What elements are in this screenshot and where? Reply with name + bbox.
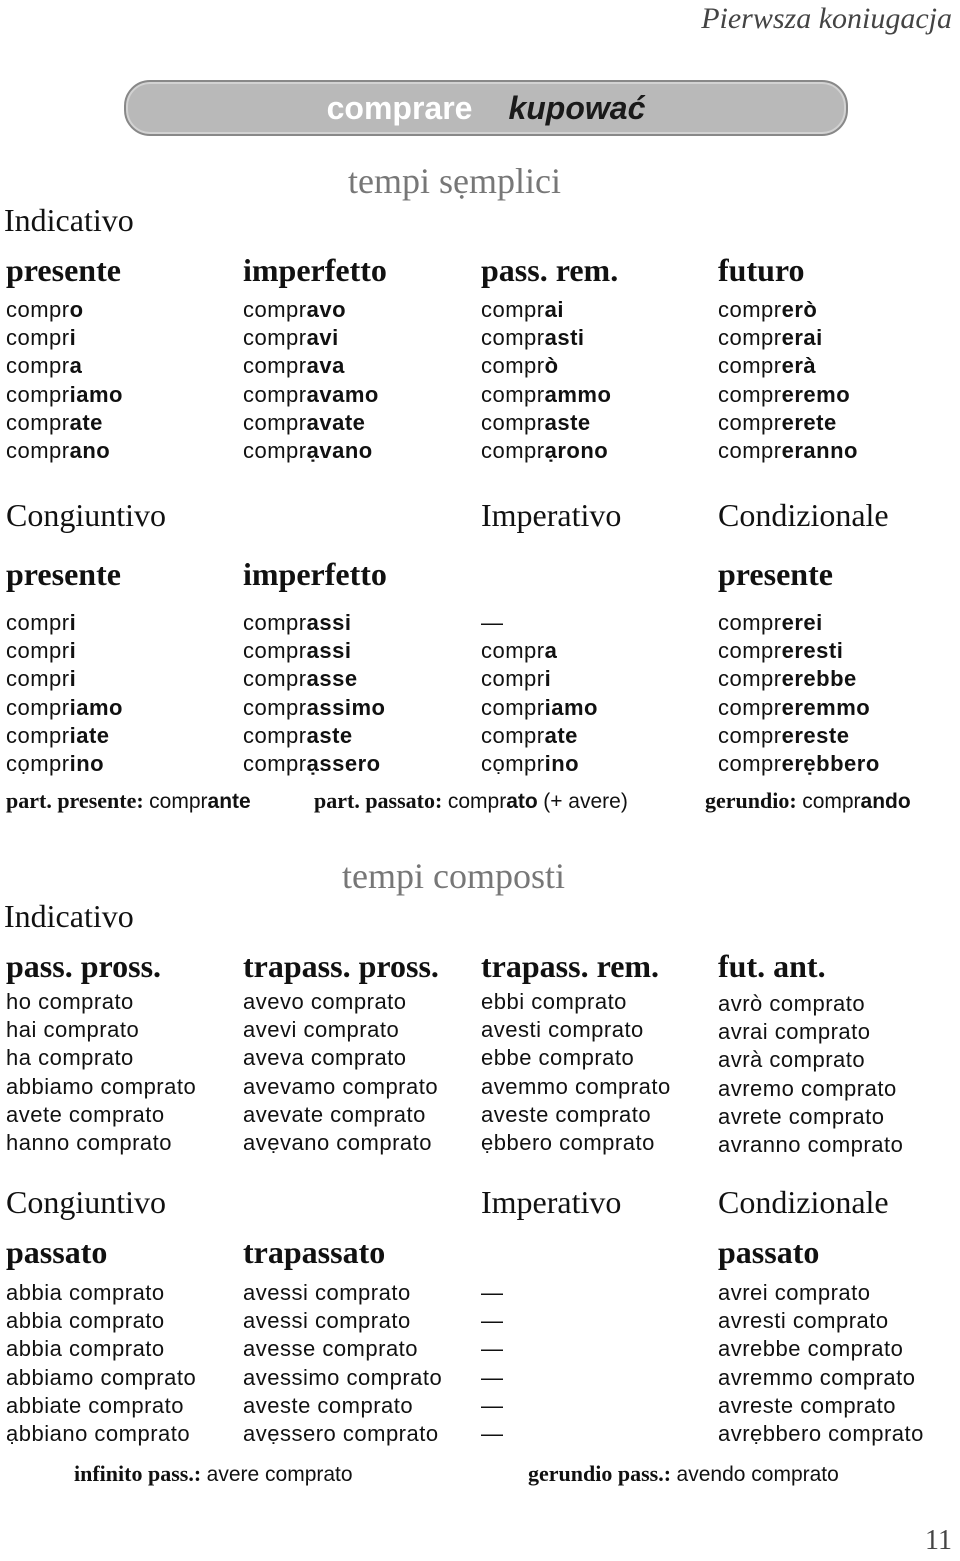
conjugation-form: avreste comprato: [718, 1392, 896, 1418]
conjugation-form: [481, 352, 611, 380]
gerundio-pass-value: avendo comprato: [676, 1463, 839, 1486]
conjugation-form: [481, 437, 611, 465]
verb-ending: iamo: [69, 381, 123, 407]
conjugation-form: avrẹbbero comprato: [718, 1420, 924, 1446]
tense-futuro-label: futuro: [718, 252, 805, 288]
mood-imperativo-compound: Imperativo: [481, 1184, 622, 1220]
conjugation-form: avresti comprato: [718, 1308, 889, 1334]
forms-cong-passato: [6, 1279, 196, 1448]
conjugation-form: [243, 609, 385, 637]
verb-ending: asse: [306, 666, 358, 692]
conjugation-form: avesti comprato: [481, 1017, 644, 1043]
verb-ending: eranno: [781, 437, 858, 463]
conjugation-form: aveste comprato: [243, 1392, 414, 1418]
tense-trapass-pross-label: trapass. pross.: [243, 948, 439, 984]
conjugation-form: [6, 722, 123, 750]
conjugation-form: [6, 637, 123, 665]
conjugation-form: [243, 694, 385, 722]
verb-stem: compr: [243, 750, 307, 776]
verb-stem: compr: [481, 409, 545, 435]
conjugation-form: [243, 324, 379, 352]
conjugation-form: avremmo comprato: [718, 1364, 916, 1390]
conjugation-form: [243, 750, 385, 778]
conjugation-form: avessi comprato: [243, 1280, 411, 1305]
conjugation-form: avrebbe comprato: [718, 1336, 904, 1362]
verb-ending: ò: [544, 353, 559, 379]
forms-ind-presente: [6, 296, 123, 465]
conjugation-form: avesse comprato: [243, 1336, 419, 1362]
verb-stem: compr: [243, 694, 307, 720]
forms-ind-imperfetto: [243, 296, 379, 465]
verb-stem: compr: [6, 409, 70, 435]
mood-congiuntivo-compound: Congiuntivo: [6, 1184, 167, 1220]
verb-stem: compr: [481, 353, 545, 379]
forms-ind-futuro: [718, 296, 858, 465]
conjugation-form: [6, 609, 123, 637]
conjugation-form: abbia comprato: [6, 1280, 165, 1305]
conjugation-form: —: [481, 1280, 504, 1305]
verb-stem: compr: [718, 750, 782, 776]
tense-imperfetto-label: imperfetto: [243, 252, 387, 288]
verb-stem: compr: [6, 610, 70, 635]
verb-ending: o: [69, 297, 84, 322]
conjugation-form: aveste comprato: [481, 1101, 652, 1127]
verb-ending: assimo: [306, 694, 386, 720]
verb-stem: compr: [149, 790, 208, 813]
conjugation-form: ạbbiano comprato: [6, 1420, 191, 1446]
conjugation-form: [718, 381, 858, 409]
verb-stem: compr: [481, 437, 545, 463]
verb-ending: assi: [306, 610, 352, 635]
conjugation-form: [6, 665, 123, 693]
verb-ending: erà: [781, 353, 817, 379]
conjugation-form: [481, 324, 611, 352]
conjugation-form: abbia comprato: [6, 1308, 165, 1334]
conjugation-form: avessimo comprato: [243, 1364, 443, 1390]
forms-ind-pass-rem: [481, 296, 611, 465]
forms-cong-presente: [6, 609, 123, 778]
conjugation-form: abbiamo comprato: [6, 1364, 197, 1390]
verb-ending: ino: [544, 750, 580, 776]
tense-cong-trapassato-label: trapassato: [243, 1234, 386, 1270]
verb-ending: ate: [69, 409, 103, 435]
verb-stem: compr: [481, 325, 545, 351]
verb-stem: cọmpr: [6, 750, 70, 776]
verb-stem: compr: [6, 325, 70, 351]
verb-ending: erẹbbero: [781, 750, 880, 776]
verb-stem: compr: [718, 325, 782, 351]
infinito-passato: [74, 1461, 353, 1487]
verb-stem: compr: [718, 694, 782, 720]
verb-ending: avamo: [306, 381, 379, 407]
conjugation-form: avrà comprato: [718, 1047, 866, 1073]
verb-stem: compr: [481, 638, 545, 664]
conjugation-form: [243, 409, 379, 437]
participle-present: [6, 788, 251, 814]
verb-ending: eremmo: [781, 694, 871, 720]
gerundio-value: [802, 790, 911, 813]
verb-ending: ando: [860, 790, 911, 813]
tense-cond-passato-label: passato: [718, 1234, 820, 1270]
verb-stem: compr: [6, 722, 70, 748]
conjugation-form: [481, 694, 598, 722]
verb-ending: assi: [306, 638, 352, 664]
mood-congiuntivo-simple: Congiuntivo: [6, 497, 167, 533]
conjugation-form: [243, 437, 379, 465]
conjugation-form: —: [481, 610, 504, 635]
conjugation-form: avevo comprato: [243, 989, 407, 1014]
conjugation-form: [6, 694, 123, 722]
verb-stem: compr: [6, 638, 70, 664]
verb-stem: compr: [481, 297, 545, 322]
participle-past: [314, 788, 628, 814]
verb-ending: avo: [306, 297, 347, 322]
verb-stem: compr: [718, 381, 782, 407]
tense-presente-label: presente: [6, 252, 121, 288]
verb-ending: iamo: [544, 694, 598, 720]
conjugation-form: —: [481, 1392, 504, 1418]
verb-stem: compr: [718, 409, 782, 435]
verb-stem: compr: [243, 297, 307, 322]
conjugation-form: avevate comprato: [243, 1101, 426, 1127]
part-pres-value: [149, 790, 251, 813]
verb-stem: compr: [481, 694, 545, 720]
verb-ending: ato: [506, 790, 538, 813]
verb-ending: aste: [544, 409, 591, 435]
conjugation-form: [718, 437, 858, 465]
conjugation-form: abbiate comprato: [6, 1392, 184, 1418]
gerundio-pass-label: gerundio pass.:: [528, 1461, 672, 1486]
infinito-pass-label: infinito pass.:: [74, 1461, 202, 1486]
conjugation-form: —: [481, 1364, 504, 1390]
verb-stem: compr: [718, 722, 782, 748]
conjugation-form: [481, 750, 598, 778]
verb-stem: compr: [718, 437, 782, 463]
conjugation-form: avrò comprato: [718, 991, 866, 1016]
verb-banner: [124, 80, 848, 136]
forms-cong-imperfetto: [243, 609, 385, 778]
verb-stem: compr: [481, 381, 545, 407]
verb-stem: compr: [6, 353, 70, 379]
conjugation-form: avemmo comprato: [481, 1073, 671, 1099]
tense-pass-pross-label: pass. pross.: [6, 948, 162, 984]
verb-ending: erò: [781, 297, 818, 322]
part-pass-label: part. passato:: [314, 788, 443, 813]
verb-ending: a: [544, 638, 558, 664]
conjugation-form: [481, 665, 598, 693]
conjugation-form: avranno comprato: [718, 1131, 904, 1157]
verb-stem: compr: [481, 666, 545, 692]
verb-stem: compr: [718, 610, 782, 635]
gerundio-label: gerundio:: [705, 788, 797, 813]
conjugation-form: avevamo comprato: [243, 1073, 439, 1099]
conjugation-form: ebbe comprato: [481, 1045, 635, 1071]
conjugation-form: [718, 722, 880, 750]
verb-stem: compr: [243, 638, 307, 664]
conjugation-form: [243, 352, 379, 380]
infinito-pass-value: avere comprato: [206, 1463, 353, 1486]
conjugation-form: [6, 381, 123, 409]
conjugation-form: abbiamo comprato: [6, 1073, 197, 1099]
tense-trapass-rem-label: trapass. rem.: [481, 948, 660, 984]
gerundio: [705, 788, 911, 814]
part-pres-label: part. presente:: [6, 788, 144, 813]
section-title-compound: tempi composti: [342, 856, 565, 896]
verb-stem: compr: [718, 353, 782, 379]
tense-cong-presente-label: presente: [6, 556, 121, 592]
conjugation-form: avrete comprato: [718, 1103, 885, 1129]
conjugation-form: —: [481, 1308, 504, 1334]
verb-stem: compr: [243, 437, 307, 463]
verb-ending: ante: [207, 790, 251, 813]
conjugation-form: hai comprato: [6, 1017, 140, 1043]
conjugation-form: —: [481, 1420, 504, 1446]
verb-stem: cọmpr: [481, 750, 545, 776]
verb-ending: i: [69, 638, 77, 664]
verb-ending: ereste: [781, 722, 850, 748]
verb-ending: ai: [544, 297, 564, 322]
verb-ending: erebbe: [781, 666, 857, 692]
conjugation-form: [718, 609, 880, 637]
conjugation-form: avẹvano comprato: [243, 1129, 432, 1155]
conjugation-form: —: [481, 1336, 504, 1362]
forms-fut-ant: [718, 990, 903, 1159]
conjugation-form: aveva comprato: [243, 1045, 407, 1071]
forms-imperativo-compound: [481, 1279, 504, 1448]
mood-condizionale-compound: Condizionale: [718, 1184, 889, 1220]
part-pass-aux: (+ avere): [543, 790, 628, 813]
verb-ending: a: [69, 353, 83, 379]
conjugation-form: ẹbbero comprato: [481, 1129, 655, 1155]
mood-condizionale-simple: Condizionale: [718, 497, 889, 533]
verb-ending: aste: [306, 722, 353, 748]
conjugation-form: avremo comprato: [718, 1075, 897, 1101]
conjugation-form: [243, 665, 385, 693]
verb-stem: compr: [6, 437, 70, 463]
verb-ending: ạvano: [306, 437, 373, 463]
verb-ending: ammo: [544, 381, 612, 407]
conjugation-form: [481, 637, 598, 665]
verb-ending: avate: [306, 409, 366, 435]
verb-stem: compr: [6, 694, 70, 720]
conjugation-form: [6, 437, 123, 465]
verb-ending: iate: [69, 722, 110, 748]
verb-ending: ino: [69, 750, 105, 776]
verb-stem: compr: [718, 638, 782, 664]
conjugation-form: [718, 665, 880, 693]
verb-ending: iamo: [69, 694, 123, 720]
verb-ending: i: [544, 666, 552, 692]
conjugation-form: [481, 296, 611, 324]
page-number: 11: [925, 1525, 952, 1556]
verb-infinitive: comprare: [326, 89, 473, 126]
forms-cong-trapassato: [243, 1279, 442, 1448]
verb-ending: ạssero: [306, 750, 381, 776]
conjugation-form: [481, 722, 598, 750]
forms-cond-passato: [718, 1279, 924, 1448]
verb-ending: erete: [781, 409, 837, 435]
verb-ending: erai: [781, 325, 823, 351]
conjugation-form: [6, 296, 123, 324]
mood-indicativo-compound: Indicativo: [4, 898, 134, 934]
verb-stem: compr: [243, 722, 307, 748]
tense-cond-presente-label: presente: [718, 556, 833, 592]
conjugation-form: [243, 381, 379, 409]
forms-pass-pross: [6, 988, 196, 1157]
verb-stem: compr: [718, 666, 782, 692]
verb-ending: asti: [544, 325, 585, 351]
verb-ending: erei: [781, 610, 823, 635]
conjugation-form: [718, 409, 858, 437]
mood-indicativo-simple: Indicativo: [4, 202, 134, 238]
forms-trapass-rem: [481, 988, 671, 1157]
conjugation-form: [243, 637, 385, 665]
conjugation-form: ebbi comprato: [481, 989, 627, 1014]
conjugation-form: ha comprato: [6, 1045, 134, 1071]
verb-stem: compr: [718, 297, 782, 322]
conjugation-form: [718, 694, 880, 722]
tense-pass-rem-label: pass. rem.: [481, 252, 619, 288]
forms-trapass-pross: [243, 988, 438, 1157]
conjugation-form: [481, 381, 611, 409]
forms-imperativo: [481, 609, 598, 778]
conjugation-form: [718, 352, 858, 380]
gerundio-passato: [528, 1461, 839, 1487]
part-pass-value: [448, 790, 538, 813]
conjugation-form: [718, 296, 858, 324]
conjugation-form: hanno comprato: [6, 1129, 172, 1155]
conjugation-form: avẹssero comprato: [243, 1420, 439, 1446]
verb-ending: eremo: [781, 381, 851, 407]
verb-ending: ava: [306, 353, 345, 379]
conjugation-form: [6, 352, 123, 380]
conjugation-form: [243, 722, 385, 750]
conjugation-form: [6, 324, 123, 352]
conjugation-form: [6, 750, 123, 778]
forms-cond-presente: [718, 609, 880, 778]
conjugation-form: [243, 296, 379, 324]
tense-cong-passato-label: passato: [6, 1234, 108, 1270]
verb-ending: eresti: [781, 638, 844, 664]
verb-ending: ạrono: [544, 437, 609, 463]
conjugation-form: avessi comprato: [243, 1308, 411, 1334]
verb-stem: compr: [243, 666, 307, 692]
verb-ending: i: [69, 666, 77, 692]
conjugation-form: [718, 324, 858, 352]
verb-ending: ano: [69, 437, 111, 463]
conjugation-form: ho comprato: [6, 989, 134, 1014]
verb-stem: compr: [243, 610, 307, 635]
chapter-title: Pierwsza koniugacja: [701, 2, 952, 35]
tense-fut-ant-label: fut. ant.: [718, 948, 826, 984]
conjugation-form: [6, 409, 123, 437]
verb-stem: compr: [6, 666, 70, 692]
conjugation-form: [718, 750, 880, 778]
conjugation-form: [718, 637, 880, 665]
conjugation-form: abbia comprato: [6, 1336, 165, 1362]
mood-imperativo-simple: Imperativo: [481, 497, 622, 533]
verb-ending: avi: [306, 325, 339, 351]
conjugation-form: avrei comprato: [718, 1280, 871, 1305]
verb-ending: ate: [544, 722, 578, 748]
verb-stem: compr: [243, 409, 307, 435]
verb-ending: i: [69, 610, 77, 635]
section-title-simple: tempi sẹmplici: [348, 161, 561, 201]
verb-ending: i: [69, 325, 77, 351]
verb-stem: compr: [802, 790, 861, 813]
tense-cong-imperfetto-label: imperfetto: [243, 556, 387, 592]
verb-stem: compr: [243, 381, 307, 407]
conjugation-form: avrai comprato: [718, 1019, 871, 1045]
conjugation-form: avete comprato: [6, 1101, 165, 1127]
verb-stem: compr: [6, 297, 70, 322]
verb-stem: compr: [243, 325, 307, 351]
verb-stem: compr: [6, 381, 70, 407]
verb-translation: kupować: [508, 89, 646, 126]
verb-stem: compr: [243, 353, 307, 379]
verb-stem: compr: [481, 722, 545, 748]
verb-stem: compr: [447, 790, 507, 813]
conjugation-form: [481, 409, 611, 437]
conjugation-form: avevi comprato: [243, 1017, 400, 1043]
